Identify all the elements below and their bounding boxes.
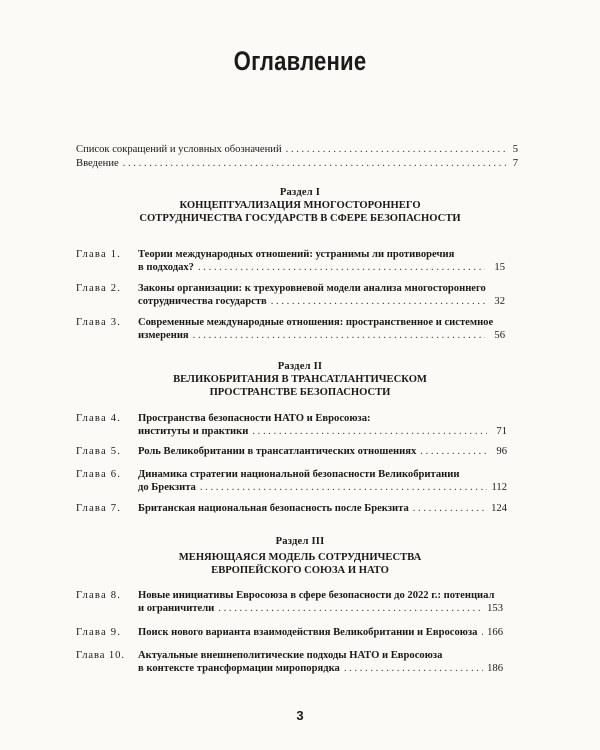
dot-leader <box>286 143 506 156</box>
toc-entry-page: 5 <box>512 144 518 155</box>
chapter-title-line: до Брекзита <box>138 482 196 493</box>
toc-entry-page: 7 <box>512 158 518 169</box>
chapter-page: 15 <box>494 262 505 273</box>
chapter-title-line: и ограничители <box>138 603 215 614</box>
dot-leader <box>252 425 487 438</box>
chapter-label: Глава 9. <box>76 627 122 638</box>
chapter-label: Глава 2. <box>76 283 122 294</box>
section-title-line: МЕНЯЮЩАЯСЯ МОДЕЛЬ СОТРУДНИЧЕСТВА <box>178 552 422 563</box>
chapter-title-line: Британская национальная безопасность после Брекзита <box>138 503 409 514</box>
dot-leader <box>200 481 487 494</box>
section-title-line: СОТРУДНИЧЕСТВА ГОСУДАРСТВ В СФЕРЕ БЕЗОПАСНОСТИ <box>139 213 461 224</box>
chapter-label: Глава 6. <box>76 469 122 480</box>
dot-leader <box>198 261 485 274</box>
chapter-title-line: измерения <box>138 330 189 341</box>
chapter-page: 153 <box>487 603 503 614</box>
chapter-title-line: институты и практики <box>138 426 249 437</box>
dot-leader <box>193 329 485 342</box>
section-title-line: ВЕЛИКОБРИТАНИЯ В ТРАНСАТЛАНТИЧЕСКОМ <box>173 374 427 385</box>
chapter-title-line: в подходах? <box>138 262 194 273</box>
chapter-page: 96 <box>496 446 507 457</box>
chapter-label: Глава 8. <box>76 590 122 601</box>
page-number: 3 <box>296 708 304 723</box>
chapter-page: 32 <box>494 296 505 307</box>
chapter-title-line: Новые инициативы Евросоюза в сфере безопасности до 2022 г.: потенциал <box>138 590 495 601</box>
chapter-page: 166 <box>487 627 503 638</box>
chapter-label: Глава 1. <box>76 249 122 260</box>
section-heading <box>0 535 600 577</box>
chapter-title-line: Законы организации: к трехуровневой модели анализа многостороннего <box>138 283 486 294</box>
chapter-page: 124 <box>491 503 507 514</box>
chapter-label: Глава 4. <box>76 413 122 424</box>
section-title-line: ПРОСТРАНСТВЕ БЕЗОПАСНОСТИ <box>209 387 391 398</box>
chapter-label: Глава 3. <box>76 317 122 328</box>
chapter-page: 56 <box>494 330 505 341</box>
chapter-title-line: Поиск нового варианта взаимодействия Великобритании и Евросоюза <box>138 627 478 638</box>
chapter-label: Глава 5. <box>76 446 122 457</box>
chapter-title-line: Теории международных отношений: устранимы ли противоречия <box>138 249 455 260</box>
dot-leader <box>123 157 506 170</box>
chapter-title-line: Пространства безопасности НАТО и Евросоюза: <box>138 413 371 424</box>
chapter-title-line: Актуальные внешнеполитические подходы НАТО и Евросоюза <box>138 650 443 661</box>
section-label: Раздел II <box>277 361 323 372</box>
section-title-line: КОНЦЕПТУАЛИЗАЦИЯ МНОГОСТОРОННЕГО <box>179 200 421 211</box>
chapter-page: 112 <box>491 482 507 493</box>
toc-entry-text: Список сокращений и условных обозначений <box>76 144 282 155</box>
chapter-page: 186 <box>487 663 503 674</box>
section-label: Раздел III <box>275 536 325 547</box>
section-title-line: ЕВРОПЕЙСКОГО СОЮЗА И НАТО <box>211 565 389 576</box>
chapter-label: Глава 7. <box>76 503 122 514</box>
dot-leader <box>344 662 483 675</box>
dot-leader <box>271 295 485 308</box>
dot-leader <box>218 602 483 615</box>
chapter-title-line: сотрудничества государств <box>138 296 267 307</box>
chapter-title-line: Современные международные отношения: пространственное и системное <box>138 317 494 328</box>
page-title: Оглавление <box>233 46 367 76</box>
dot-leader <box>420 445 487 458</box>
chapter-page: 71 <box>496 426 507 437</box>
dot-leader <box>413 502 487 515</box>
dot-leader <box>481 626 483 639</box>
chapter-title-line: Роль Великобритании в трансатлантических отношениях <box>138 446 417 457</box>
section-heading <box>0 360 600 399</box>
section-label: Раздел I <box>279 187 321 198</box>
section-heading <box>0 186 600 225</box>
chapter-title-line: Динамика стратегии национальной безопасности Великобритании <box>138 469 460 480</box>
chapter-title-line: в контексте трансформации миропорядка <box>138 663 340 674</box>
toc-entry-text: Введение <box>76 158 119 169</box>
chapter-label: Глава 10. <box>76 650 125 661</box>
